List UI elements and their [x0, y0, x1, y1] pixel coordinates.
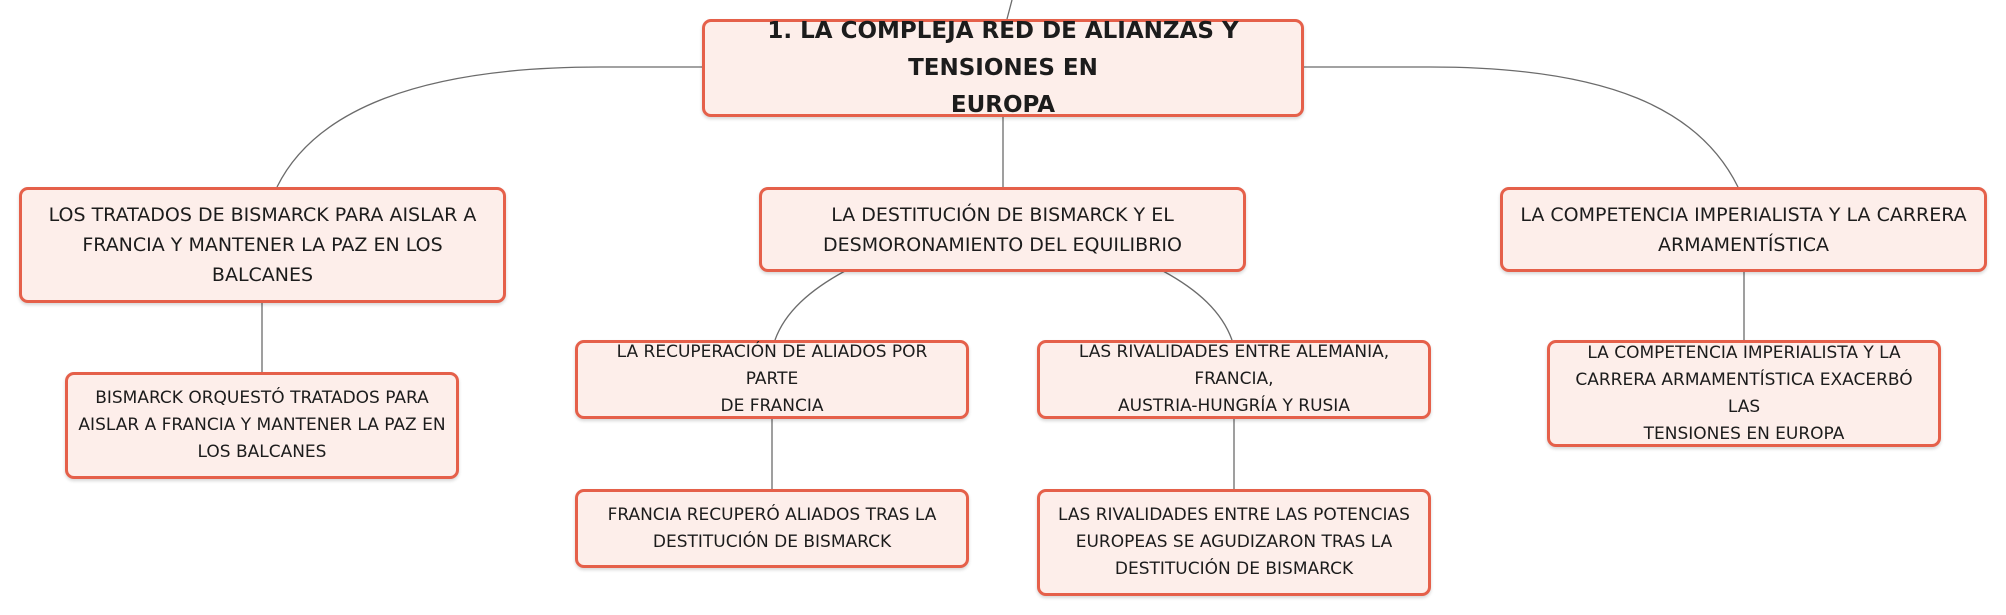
connector-root-to-imperialism [1303, 67, 1738, 187]
subtopic-france-allies-detail[interactable] [575, 489, 969, 568]
subtopic-rivalries-detail-label: LAS RIVALIDADES ENTRE LAS POTENCIAS EUROPEAS SE AGUDIZARON TRAS LA DESTITUCIÓN DE BISMARCK [1058, 505, 1410, 579]
root-topic-label: 1. LA COMPLEJA RED DE ALIANZAS Y TENSIONES EN EUROPA [767, 17, 1239, 118]
topic-bismarck-dismissal-label: LA DESTITUCIÓN DE BISMARCK Y EL DESMORONAMIENTO DEL EQUILIBRIO [823, 203, 1182, 256]
subtopic-france-allies-label: LA RECUPERACIÓN DE ALIADOS POR PARTE DE FRANCIA [616, 342, 928, 416]
subtopic-imperialism-detail-label: LA COMPETENCIA IMPERIALISTA Y LA CARRERA ARMAMENTÍSTICA EXACERBÓ LAS TENSIONES EN EUROPA [1575, 342, 1913, 444]
topic-bismarck-dismissal[interactable] [759, 187, 1246, 272]
topic-bismarck-treaties-label: LOS TRATADOS DE BISMARCK PARA AISLAR A FRANCIA Y MANTENER LA PAZ EN LOS BALCANES [48, 204, 477, 286]
subtopic-imperialism-detail[interactable] [1547, 340, 1941, 447]
subtopic-rivalries-label: LAS RIVALIDADES ENTRE ALEMANIA, FRANCIA, AUSTRIA-HUNGRÍA Y RUSIA [1078, 342, 1390, 416]
topic-imperialism-label: LA COMPETENCIA IMPERIALISTA Y LA CARRERA ARMAMENTÍSTICA [1520, 203, 1967, 256]
topic-imperialism[interactable] [1500, 187, 1987, 272]
subtopic-bismarck-treaties-detail[interactable] [65, 372, 459, 479]
connector-dismissal-to-france-allies [775, 271, 845, 340]
subtopic-france-allies[interactable] [575, 340, 969, 419]
subtopic-rivalries[interactable] [1037, 340, 1431, 419]
subtopic-bismarck-treaties-detail-label: BISMARCK ORQUESTÓ TRATADOS PARA AISLAR A FRANCIA Y MANTENER LA PAZ EN LOS BALCANES [78, 388, 446, 462]
root-topic-node[interactable] [702, 19, 1304, 117]
subtopic-france-allies-detail-label: FRANCIA RECUPERÓ ALIADOS TRAS LA DESTITUCIÓN DE BISMARCK [607, 504, 937, 552]
topic-bismarck-treaties[interactable] [19, 187, 506, 303]
subtopic-rivalries-detail[interactable] [1037, 489, 1431, 596]
connector-root-to-bismarck-treaties [277, 67, 704, 187]
connector-dismissal-to-rivalries [1163, 271, 1232, 340]
